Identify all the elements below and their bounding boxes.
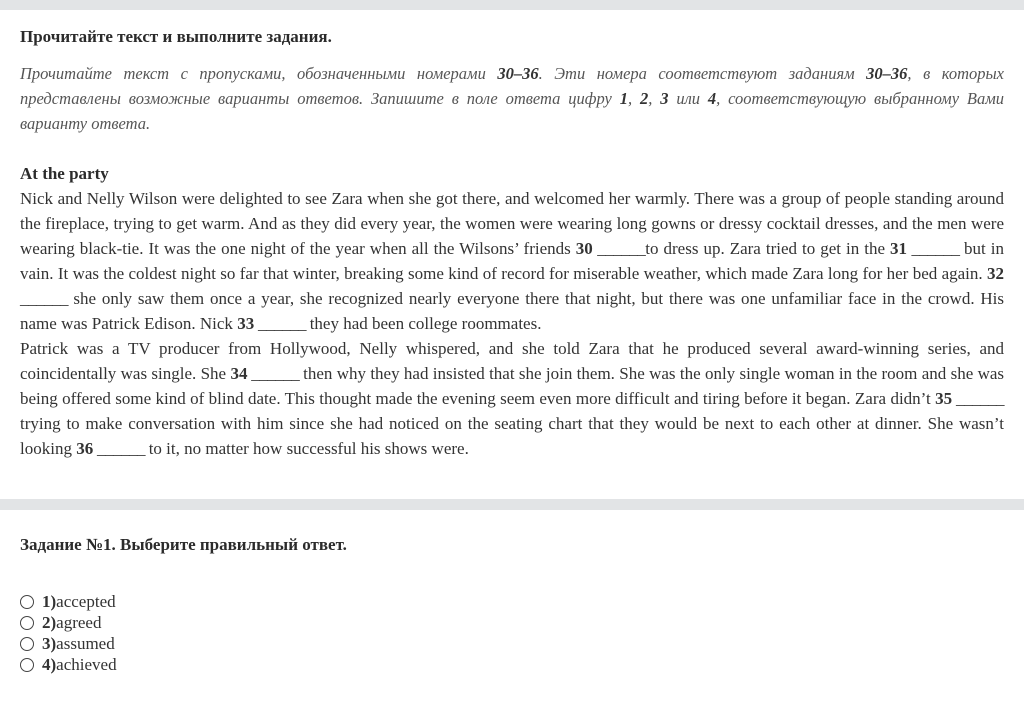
option-number: 3)	[42, 633, 57, 653]
text-run: but in vain. It was the coldest night so far that winter, breaking some kind of record for miserable weather, which made Zara long for her bed again.	[20, 239, 1005, 283]
story-paragraph-1	[20, 186, 1004, 336]
text-run: trying to make conversation with him since she had noticed on the seating chart that they would be next to each other at dinner. She wasn’t looking	[20, 414, 1004, 458]
answer-option-4[interactable]	[20, 654, 1004, 675]
radio-button[interactable]	[20, 658, 34, 672]
answer-option-1[interactable]	[20, 591, 1004, 612]
instr-range: 30–36	[866, 64, 908, 83]
option-label: agreed	[56, 612, 102, 632]
instr-digit: 4	[707, 89, 717, 108]
instr-digit: 1	[619, 89, 628, 108]
instr-part: Прочитайте текст с пропусками, обозначенными номерами	[20, 64, 498, 83]
instr-sep: или	[668, 89, 708, 108]
text-run: Nick and Nelly Wilson were delighted to see Zara when she got there, and welcomed her warmly. There was a group of people standing around the fireplace, trying to get warm. And as they did every year, the women were wearing long gowns or dressy cocktail dresses, and the men were wearing black-tie. It was the one night of the year when all the Wilsons’ friends	[20, 189, 1004, 258]
task-title: Задание №1. Выберите правильный ответ.	[20, 535, 347, 554]
story-text	[20, 161, 1004, 461]
instr-part: , соответствующую выбранному Вами варианту ответа.	[20, 89, 1005, 133]
option-number: 4)	[42, 654, 57, 674]
option-label: achieved	[56, 654, 117, 674]
top-divider	[0, 0, 1024, 10]
reading-section	[0, 10, 1024, 461]
gap-number-36: 36	[76, 439, 94, 458]
radio-button[interactable]	[20, 616, 34, 630]
instr-part: . Эти номера соответствуют заданиям	[538, 64, 867, 83]
gap-number-34: 34	[230, 364, 248, 383]
answer-option-2[interactable]	[20, 612, 1004, 633]
instr-part: , в которых представлены возможные варианты ответов. Запишите в поле ответа цифру	[20, 64, 1005, 108]
instr-digit: 2	[639, 89, 649, 108]
option-number: 1)	[42, 591, 57, 611]
gap-36: ______	[93, 439, 149, 458]
instr-range: 30–36	[497, 64, 539, 83]
gap-32: ______	[20, 289, 74, 308]
story-title: At the party	[20, 164, 109, 183]
text-run: then why they had insisted that she join them. She was the only single woman in the room and she was being offered some kind of blind date. This thought made the evening seem even more difficult and tiring before it began. Zara didn’t	[20, 364, 1005, 408]
gap-31: ______	[907, 239, 965, 258]
gap-35: ______	[952, 389, 1004, 408]
answer-options	[20, 591, 1004, 675]
option-label: assumed	[56, 633, 115, 653]
text-run: she only saw them once a year, she recognized nearly everyone there that night, but there was one unfamiliar face in the crowd. His name was Patrick Edison. Nick	[20, 289, 1005, 333]
gap-number-32: 32	[987, 264, 1004, 283]
option-label: accepted	[56, 591, 116, 611]
gap-number-35: 35	[935, 389, 953, 408]
gap-number-30: 30	[575, 239, 593, 258]
answer-option-3[interactable]	[20, 633, 1004, 654]
task-section	[0, 510, 1024, 675]
text-run: Patrick was a TV producer from Hollywood, Nelly whispered, and she told Zara that he produced several award-winning series, and coincidentally was single. She	[20, 339, 1004, 383]
gap-number-33: 33	[237, 314, 255, 333]
option-number: 2)	[42, 612, 57, 632]
gap-34: ______	[247, 364, 304, 383]
text-run: to dress up. Zara tried to get in the	[645, 239, 891, 258]
instr-sep: ,	[648, 89, 661, 108]
instr-digit: 3	[660, 89, 669, 108]
gap-number-31: 31	[890, 239, 908, 258]
page-heading: Прочитайте текст и выполните задания.	[20, 27, 332, 46]
instr-sep: ,	[627, 89, 640, 108]
radio-button[interactable]	[20, 595, 34, 609]
text-run: they had been college roommates.	[309, 314, 542, 333]
text-run: to it, no matter how successful his shows were.	[148, 439, 469, 458]
gap-33: ______	[254, 314, 310, 333]
radio-button[interactable]	[20, 637, 34, 651]
story-paragraph-2	[20, 336, 1004, 461]
gap-30: ______	[592, 239, 646, 258]
section-divider	[0, 499, 1024, 510]
